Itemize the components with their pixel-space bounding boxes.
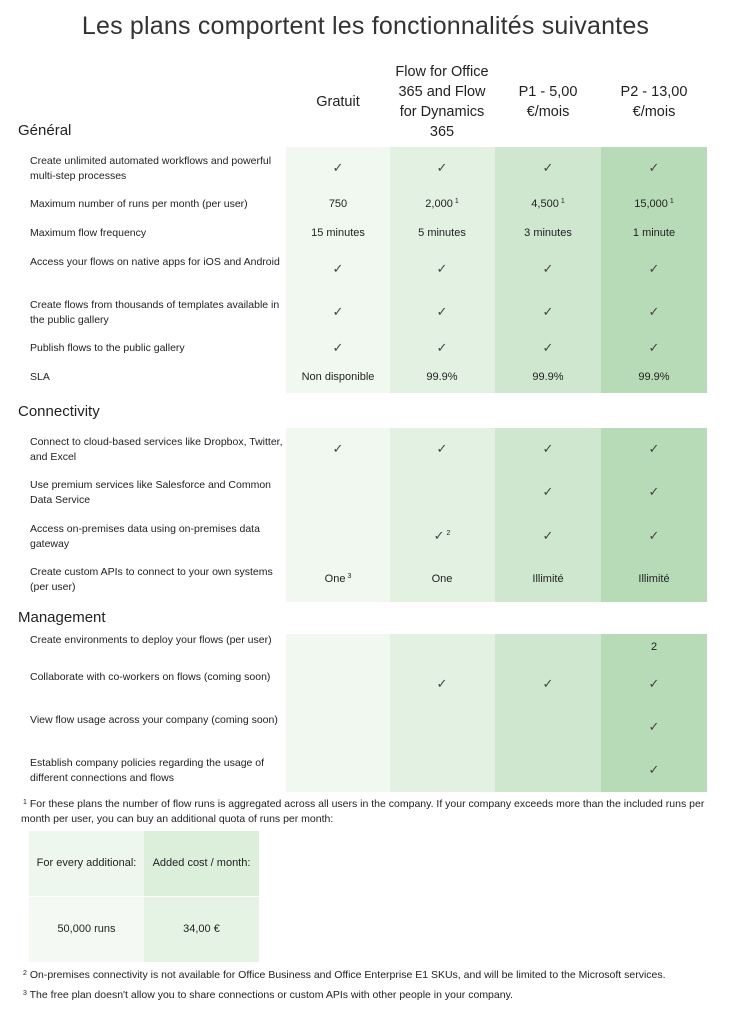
check-icon: ✓ bbox=[436, 340, 448, 355]
check-icon: ✓ bbox=[542, 484, 554, 499]
cell-p1 bbox=[496, 529, 600, 544]
cell-p2 bbox=[602, 640, 706, 654]
cell-p1 bbox=[496, 572, 600, 586]
section-title-management: Management bbox=[18, 609, 106, 626]
cell-p1 bbox=[496, 305, 600, 320]
check-icon: ✓ bbox=[436, 304, 448, 319]
cell-p1 bbox=[496, 370, 600, 384]
feature-label: Create custom APIs to connect to your own systems (per user) bbox=[30, 566, 273, 593]
check-icon: ✓ bbox=[542, 160, 554, 175]
cell-p2 bbox=[602, 161, 706, 176]
check-icon: ✓ bbox=[433, 528, 445, 543]
feature-label: Collaborate with co-workers on flows (coming soon) bbox=[30, 671, 271, 683]
cell-p2 bbox=[602, 341, 706, 356]
footnote-1-text: For these plans the number of flow runs is aggregated across all users in the company. If your company exceeds more than the included runs per month per user, you can buy an additional quota of runs per month: bbox=[21, 798, 705, 825]
footnote-3-text: The free plan doesn't allow you to share connections or custom APIs with other people in your company. bbox=[29, 989, 513, 1001]
check-icon: ✓ bbox=[436, 676, 448, 691]
cell-gratuit bbox=[286, 370, 390, 384]
cell-p2 bbox=[602, 370, 706, 384]
cell-gratuit bbox=[286, 442, 390, 457]
feature-label: SLA bbox=[30, 371, 50, 383]
cell-p2 bbox=[602, 262, 706, 277]
cell-flow bbox=[390, 305, 494, 320]
cell-gratuit bbox=[286, 161, 390, 176]
feature-label: Use premium services like Salesforce and Common Data Service bbox=[30, 479, 272, 506]
cell-gratuit bbox=[286, 197, 390, 211]
cell-value: 5 minutes bbox=[418, 227, 466, 239]
cell-value: 750 bbox=[328, 198, 348, 210]
cell-p1 bbox=[496, 262, 600, 277]
cell-value: One bbox=[431, 573, 453, 585]
footnote-2 bbox=[21, 968, 711, 983]
footnote-3-marker: 3 bbox=[23, 990, 27, 997]
check-icon: ✓ bbox=[648, 719, 660, 734]
cell-value: 99.9% bbox=[426, 371, 458, 383]
cell-flow bbox=[390, 529, 494, 544]
cost-value-runs: 50,000 runs bbox=[57, 923, 116, 935]
feature-label: Create environments to deploy your flows (per user) bbox=[30, 634, 272, 646]
cell-p1 bbox=[496, 341, 600, 356]
cell-value: 1 minute bbox=[632, 227, 676, 239]
section-title-general: Général bbox=[18, 122, 72, 139]
cell-value: Non disponible bbox=[301, 371, 375, 383]
check-icon: ✓ bbox=[542, 304, 554, 319]
column-header-flow-office-dynamics: Flow for Office 365 and Flow for Dynamics 365 bbox=[395, 64, 489, 140]
cell-p2 bbox=[602, 305, 706, 320]
cell-flow bbox=[390, 677, 494, 692]
column-header-p1: P1 - 5,00 €/mois bbox=[518, 84, 578, 120]
cell-p2 bbox=[602, 720, 706, 735]
check-icon: ✓ bbox=[648, 441, 660, 456]
cell-p2 bbox=[602, 442, 706, 457]
check-icon: ✓ bbox=[436, 160, 448, 175]
cell-flow bbox=[390, 161, 494, 176]
column-header-gratuit: Gratuit bbox=[316, 94, 360, 110]
feature-label: Maximum flow frequency bbox=[30, 227, 147, 239]
section-title-connectivity: Connectivity bbox=[18, 403, 100, 420]
band-flow-management bbox=[390, 634, 495, 792]
footnote-2-text: On-premises connectivity is not available for Office Business and Office Enterprise E1 SKUs, and will be limited to the Microsoft services. bbox=[29, 969, 666, 981]
check-icon: ✓ bbox=[648, 340, 660, 355]
cell-flow bbox=[390, 226, 494, 240]
cell-value: 99.9% bbox=[638, 371, 670, 383]
cell-p2 bbox=[602, 197, 706, 211]
check-icon: ✓ bbox=[332, 160, 344, 175]
feature-label: Access your flows on native apps for iOS and Android bbox=[30, 256, 280, 268]
cell-value: 2 bbox=[650, 641, 658, 653]
check-icon: ✓ bbox=[648, 484, 660, 499]
check-icon: ✓ bbox=[542, 340, 554, 355]
cell-value: Illimité bbox=[532, 573, 564, 585]
cell-value: 4,500 bbox=[531, 198, 559, 210]
cell-value: 99.9% bbox=[532, 371, 564, 383]
feature-label: Create flows from thousands of templates available in the public gallery bbox=[30, 299, 280, 326]
check-icon: ✓ bbox=[332, 261, 344, 276]
check-icon: ✓ bbox=[648, 762, 660, 777]
check-icon: ✓ bbox=[648, 304, 660, 319]
column-header-p2: P2 - 13,00 €/mois bbox=[620, 84, 688, 120]
cell-gratuit bbox=[286, 226, 390, 240]
check-icon: ✓ bbox=[332, 304, 344, 319]
cell-p1 bbox=[496, 442, 600, 457]
cell-flow bbox=[390, 442, 494, 457]
feature-label: Publish flows to the public gallery bbox=[30, 342, 185, 354]
cell-p2 bbox=[602, 572, 706, 586]
page-title: Les plans comportent les fonctionnalités suivantes bbox=[81, 12, 650, 40]
footnote-1-marker: 1 bbox=[23, 799, 27, 806]
cell-gratuit bbox=[286, 341, 390, 356]
cell-p2 bbox=[602, 763, 706, 778]
footnote-ref: 2 bbox=[446, 530, 451, 537]
check-icon: ✓ bbox=[542, 676, 554, 691]
cost-header-added-cost: Added cost / month: bbox=[152, 857, 251, 869]
footnote-1 bbox=[21, 797, 711, 827]
feature-label: View flow usage across your company (coming soon) bbox=[30, 714, 278, 726]
check-icon: ✓ bbox=[648, 528, 660, 543]
cost-value-price: 34,00 € bbox=[183, 923, 220, 935]
check-icon: ✓ bbox=[542, 261, 554, 276]
cell-value: One bbox=[324, 573, 346, 585]
cell-flow bbox=[390, 262, 494, 277]
check-icon: ✓ bbox=[332, 340, 344, 355]
cell-p1 bbox=[496, 197, 600, 211]
cell-value: 15 minutes bbox=[311, 227, 365, 239]
feature-label: Access on-premises data using on-premises data gateway bbox=[30, 523, 260, 550]
cell-value: 2,000 bbox=[425, 198, 453, 210]
footnote-3 bbox=[21, 988, 711, 1003]
check-icon: ✓ bbox=[332, 441, 344, 456]
check-icon: ✓ bbox=[542, 528, 554, 543]
feature-label: Create unlimited automated workflows and powerful multi-step processes bbox=[30, 155, 272, 182]
cell-flow bbox=[390, 197, 494, 211]
footnote-ref: 1 bbox=[560, 198, 565, 205]
cell-p1 bbox=[496, 485, 600, 500]
footnote-ref: 1 bbox=[669, 198, 674, 205]
check-icon: ✓ bbox=[542, 441, 554, 456]
check-icon: ✓ bbox=[648, 261, 660, 276]
cell-p2 bbox=[602, 677, 706, 692]
cell-value: Illimité bbox=[638, 573, 670, 585]
feature-label: Establish company policies regarding the usage of different connections and flows bbox=[30, 757, 265, 784]
footnote-2-marker: 2 bbox=[23, 970, 27, 977]
cell-flow bbox=[390, 341, 494, 356]
cell-p2 bbox=[602, 485, 706, 500]
check-icon: ✓ bbox=[648, 676, 660, 691]
footnote-ref: 3 bbox=[347, 573, 352, 580]
check-icon: ✓ bbox=[648, 160, 660, 175]
cell-value: 15,000 bbox=[634, 198, 668, 210]
feature-label: Maximum number of runs per month (per user) bbox=[30, 198, 248, 210]
feature-label: Connect to cloud-based services like Dropbox, Twitter, and Excel bbox=[30, 436, 283, 463]
cell-p2 bbox=[602, 529, 706, 544]
footnote-ref: 1 bbox=[454, 198, 459, 205]
cell-value: 3 minutes bbox=[524, 227, 572, 239]
cell-gratuit bbox=[286, 305, 390, 320]
cell-flow bbox=[390, 370, 494, 384]
cell-p1 bbox=[496, 677, 600, 692]
cell-p1 bbox=[496, 161, 600, 176]
check-icon: ✓ bbox=[436, 441, 448, 456]
cell-flow bbox=[390, 572, 494, 586]
cell-gratuit bbox=[286, 262, 390, 277]
cell-p1 bbox=[496, 226, 600, 240]
band-p1-management bbox=[495, 634, 601, 792]
cost-header-additional: For every additional: bbox=[36, 857, 137, 869]
check-icon: ✓ bbox=[436, 261, 448, 276]
cell-gratuit bbox=[286, 572, 390, 586]
cell-p2 bbox=[602, 226, 706, 240]
band-gratuit-management bbox=[286, 634, 390, 792]
